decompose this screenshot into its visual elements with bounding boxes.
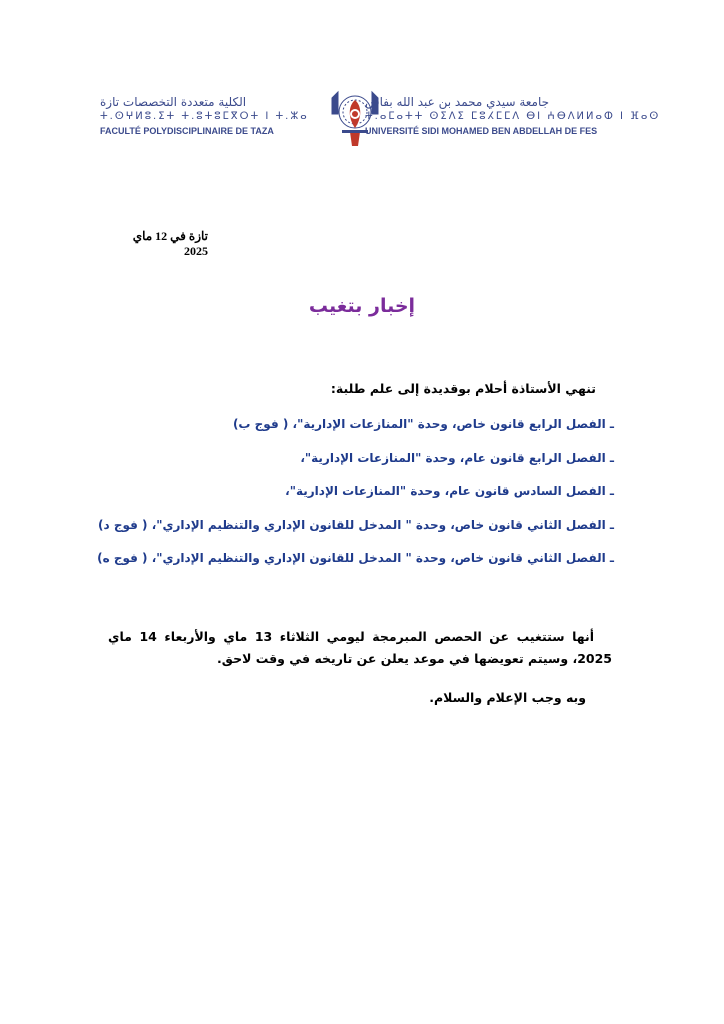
absence-paragraph: أنها ستتغيب عن الحصص المبرمجة ليومي الثلاثاء 13 ماي والأربعاء 14 ماي 2025، وسيتم تعويضها في موعد يعلن عن تاريخه في وقت لاحق. [108, 629, 612, 666]
faculty-block [100, 94, 325, 138]
list-item: ـ الفصل الرابع قانون خاص، وحدة "المنازعات الإدارية"، ( فوج ب) [232, 417, 614, 431]
letterhead [100, 84, 661, 154]
faculty-name-french: FACULTÉ POLYDISCIPLINAIRE DE TAZA [100, 126, 274, 136]
date-line: تازة في 12 ماي 2025 [132, 229, 208, 258]
intro-line: تنهي الأستاذة أحلام بوقديدة إلى علم طلبة: [330, 381, 596, 396]
closing-line: وبه وجب الإعلام والسلام. [429, 690, 586, 705]
university-block [365, 94, 661, 138]
list-item: ـ الفصل الثاني قانون خاص، وحدة " المدخل للقانون الإداري والتنظيم الإداري"، ( فوج د) [98, 517, 614, 532]
university-name-tifinagh: ⵜ.ⴰⵎⴰⵜⵜ ⵙⵉⴷⵉ ⵎⵓⵃⵎⵎⴷ ⴱⵏ ⵄⴱⴷⵍⵍⴰⵀ ⵏ ⴼⴰⵙ [365, 111, 661, 122]
faculty-name-tifinagh: ⵜ.ⵙⵖⵍⵓ.ⵉⵜ ⵜ.ⵓⵜⵓⵎⴳⵔⵜ ⵏ ⵜ.ⵣⴰ [100, 111, 309, 122]
faculty-name-arabic: الكلية متعددة التخصصات تازة [100, 95, 247, 109]
university-name-french: UNIVERSITÉ SIDI MOHAMED BEN ABDELLAH DE FES [365, 126, 598, 136]
list-item: ـ الفصل الرابع قانون عام، وحدة "المنازعات الإدارية"، [300, 450, 614, 465]
university-name-arabic: جامعة سيدي محمد بن عبد الله بفاس [365, 95, 550, 109]
notice-title: إخبار بتغيب [308, 295, 416, 317]
list-item: ـ الفصل السادس قانون عام، وحدة "المنازعات الإدارية"، [285, 484, 614, 498]
list-item: ـ الفصل الثاني قانون خاص، وحدة " المدخل للقانون الإداري والتنظيم الإداري"، ( فوج ه) [97, 551, 614, 565]
affected-groups-list [97, 414, 614, 582]
